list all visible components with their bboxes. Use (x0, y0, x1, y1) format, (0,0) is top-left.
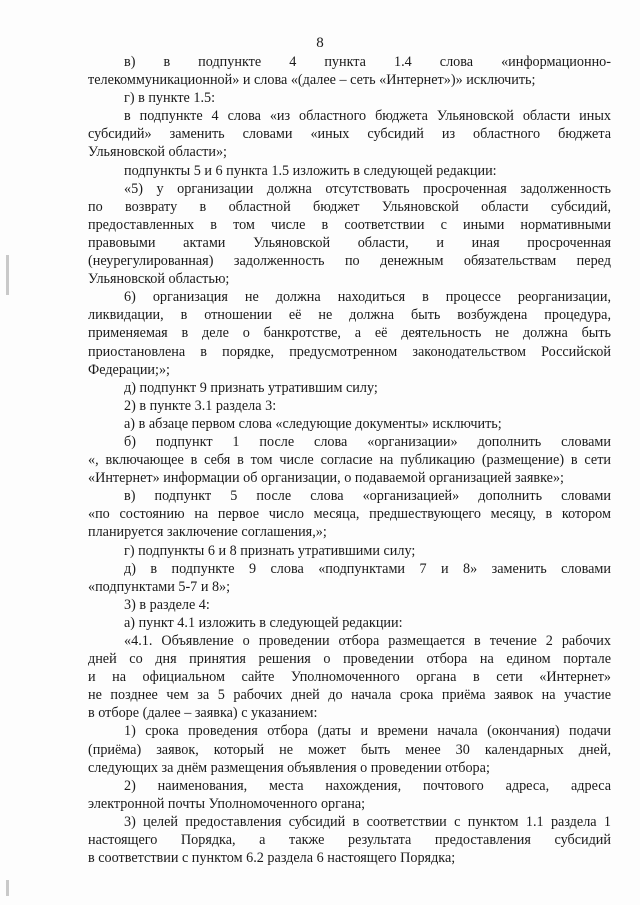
text-line: субсидий» заменить словами «иных субсидий из областного бюджета (88, 126, 611, 143)
text-line: 2) наименования, места нахождения, почтового адреса, адреса (124, 777, 611, 794)
text-line: д) в подпункте 9 слова «подпунктами 7 и 8» заменить словами (124, 560, 611, 577)
text-line: «Интернет» информации об организации, о подаваемой организацией заявке»; (88, 470, 564, 487)
text-line: 6) организация не должна находиться в процессе реорганизации, (124, 289, 611, 306)
scan-edge-mark (6, 880, 9, 896)
text-line: ликвидации, в отношении её не должна быть возбуждена процедура, (88, 307, 611, 324)
text-line: по возврату в областной бюджет Ульяновской области субсидий, (88, 198, 611, 215)
text-line: дней со дня принятия решения о проведении отбора на едином портале (88, 651, 611, 668)
text-line: настоящего Порядка, а также результата предоставления субсидий (88, 832, 611, 849)
text-line: а) в абзаце первом слова «следующие документы» исключить; (124, 415, 502, 432)
text-line: г) подпункты 6 и 8 признать утратившими силу; (124, 542, 416, 559)
text-line: «подпунктами 5-7 и 8»; (88, 578, 231, 595)
text-line: планируется заключение соглашения,»; (88, 524, 327, 541)
text-line: телекоммуникационной» и слова «(далее – сеть «Интернет»)» исключить; (88, 72, 536, 89)
document-body (88, 53, 611, 867)
text-line: а) пункт 4.1 изложить в следующей редакции: (124, 614, 403, 631)
text-line: Федерации;»; (88, 361, 170, 378)
text-line: 3) в разделе 4: (124, 596, 210, 613)
text-line: д) подпункт 9 признать утратившим силу; (124, 379, 378, 396)
text-line: не позднее чем за 5 рабочих дней до начала срока приёма заявок на участие (88, 687, 611, 704)
text-line: следующих за днём размещения объявления о проведении отбора; (88, 759, 490, 776)
text-line: и на официальном сайте Уполномоченного органа в сети «Интернет» (88, 669, 611, 686)
text-line: «5) у организации должна отсутствовать просроченная задолженность (124, 180, 611, 197)
text-line: в соответствии с пунктом 6.2 раздела 6 настоящего Порядка; (88, 850, 456, 867)
text-line: «по состоянию на первое число месяца, предшествующего месяцу, в котором (88, 506, 611, 523)
text-line: г) в пункте 1.5: (124, 90, 216, 107)
text-line: Ульяновской областью; (88, 271, 230, 288)
text-line: электронной почты Уполномоченного органа; (88, 795, 366, 812)
text-line: в отборе (далее – заявка) с указанием: (88, 705, 318, 722)
text-line: 2) в пункте 3.1 раздела 3: (124, 397, 277, 414)
text-line: предоставленных в том числе в соответствии с иными нормативными (88, 216, 611, 233)
text-line: в) подпункт 5 после слова «организацией» дополнить словами (124, 488, 611, 505)
text-line: «4.1. Объявление о проведении отбора размещается в течение 2 рабочих (124, 633, 611, 649)
text-line: (приёма) заявок, который не может быть менее 30 календарных дней, (88, 741, 611, 758)
text-line: приостановлена в порядке, предусмотренном законодательством Российской (88, 343, 611, 360)
text-line: применяемая в деле о банкротстве, а её деятельность не должна быть (88, 325, 611, 342)
text-line: в подпункте 4 слова «из областного бюджета Ульяновской области иных (124, 108, 611, 125)
scan-edge-mark (6, 255, 9, 295)
text-line: подпункты 5 и 6 пункта 1.5 изложить в следующей редакции: (124, 162, 497, 179)
text-line: Ульяновской области»; (88, 144, 227, 161)
text-line: правовыми актами Ульяновской области, и иная просроченная (88, 234, 611, 251)
text-line: «, включающее в себя в том числе согласие на публикацию (размещение) в сети (88, 452, 611, 469)
text-line: (неурегулированная) задолженность по денежным обязательствам перед (88, 253, 611, 270)
text-line: в) в подпункте 4 пункта 1.4 слова «информационно- (124, 54, 611, 70)
text-line: б) подпункт 1 после слова «организации» дополнить словами (124, 433, 611, 450)
text-line: 3) целей предоставления субсидий в соответствии с пунктом 1.1 раздела 1 (124, 813, 611, 830)
page-number: 8 (316, 35, 324, 51)
text-line: 1) срока проведения отбора (даты и времени начала (окончания) подачи (124, 723, 611, 740)
